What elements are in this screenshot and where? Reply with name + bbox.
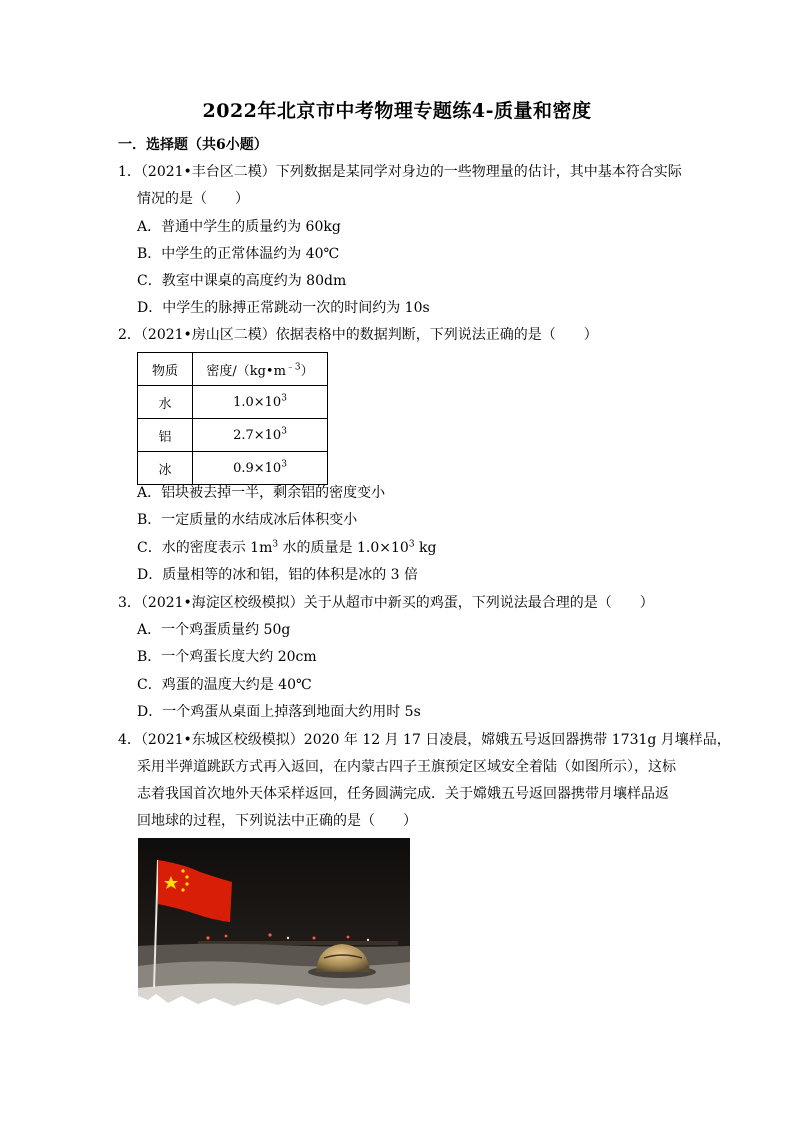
- question-3-option-a: A．一个鸡蛋质量约 50g: [137, 622, 291, 638]
- question-3-stem: 3．（2021•海淀区校级模拟）关于从超市中新买的鸡蛋，下列说法最合理的是（ ）: [118, 595, 654, 611]
- question-2-option-b: B．一定质量的水结成冰后体积变小: [137, 512, 358, 528]
- question-3-option-d: D．一个鸡蛋从桌面上掉落到地面大约用时 5s: [137, 704, 421, 720]
- question-4-stem-cont: 志着我国首次地外天体采样返回，任务圆满完成．关于嫦娥五号返回器携带月壤样品返: [137, 786, 669, 802]
- section-heading: 一．选择题（共6小题）: [118, 137, 268, 153]
- question-3-option-c: C．鸡蛋的温度大约是 40℃: [137, 677, 312, 693]
- table-row: [138, 419, 328, 452]
- question-2-option-a: A．铝块被去掉一半，剩余铝的密度变小: [137, 485, 386, 501]
- table-cell-material: 铝: [138, 419, 193, 452]
- question-1-stem-cont: 情况的是（ ）: [137, 191, 249, 207]
- table-cell-density: $1.0\times 10^3$: [193, 386, 328, 419]
- question-3-option-b: B．一个鸡蛋长度大约 20cm: [137, 649, 317, 665]
- question-1-option-b: B．中学生的正常体温约为 40℃: [137, 246, 340, 262]
- landing-photo-illustration: [138, 838, 410, 1010]
- table-row: [138, 386, 328, 419]
- table-cell-material: 水: [138, 386, 193, 419]
- question-4-stem-cont: 回地球的过程，下列说法中正确的是（ ）: [137, 813, 417, 829]
- landing-photo: [138, 838, 410, 1010]
- page-title: 2022年北京市中考物理专题练4-质量和密度: [202, 100, 592, 122]
- question-4-stem-cont: 采用半弹道跳跃方式再入返回，在内蒙古四子王旗预定区域安全着陆（如图所示），这标: [137, 759, 676, 775]
- table-cell-density: $0.9\times 10^3$: [193, 452, 328, 485]
- question-2-option-c: C．水的密度表示 $1m^3$ 水的质量是 $1.0\times 10^3$ kg: [137, 539, 437, 556]
- density-table: [137, 352, 328, 485]
- question-1-option-d: D．中学生的脉搏正常跳动一次的时间约为 10s: [137, 300, 430, 316]
- question-1-option-a: A．普通中学生的质量约为 60kg: [137, 219, 341, 235]
- question-2-option-d: D．质量相等的冰和铝，铝的体积是冰的 3 倍: [137, 567, 419, 583]
- question-1-stem: 1．（2021•丰台区二模）下列数据是某同学对身边的一些物理量的估计，其中基本符合实际: [118, 164, 682, 180]
- question-4-stem: 4．（2021•东城区校级模拟）2020 年 12 月 17 日凌晨，嫦娥五号返回器携带 1731g 月壤样品，: [118, 732, 731, 748]
- question-1-option-c: C．教室中课桌的高度约为 80dm: [137, 273, 347, 289]
- table-cell-density: $2.7\times 10^3$: [193, 419, 328, 452]
- table-row: [138, 452, 328, 485]
- question-2-stem: 2．（2021•房山区二模）依据表格中的数据判断，下列说法正确的是（ ）: [118, 327, 598, 343]
- table-header-material: 物质: [138, 353, 193, 386]
- table-header-density: 密度$/(kg•m^{﹣3})$: [193, 353, 328, 386]
- table-header-row: [138, 353, 328, 386]
- table-cell-material: 冰: [138, 452, 193, 485]
